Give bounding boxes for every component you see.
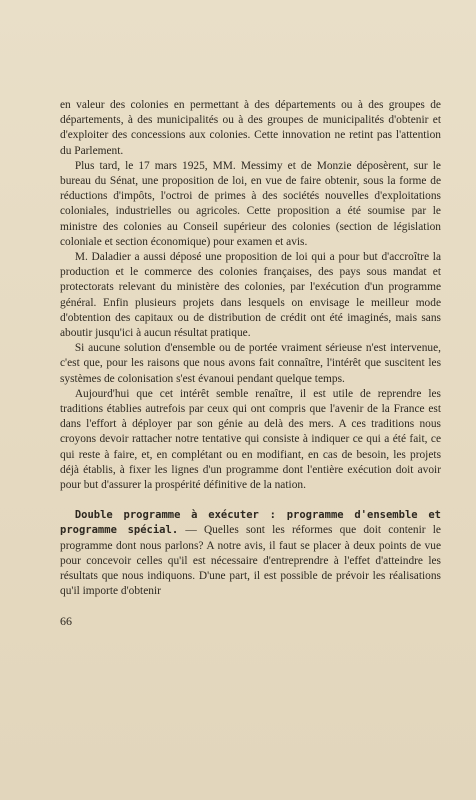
page-number: 66 — [60, 614, 72, 628]
body-text — [60, 98, 441, 600]
paragraph-1: en valeur des colonies en permettant à des départements ou à des groupes de départements, à des municipalités ou à des groupes de municipalités d'obtenir et d'exploiter des concessions aux colonies. Cette innovation ne retint pas l'attention du Parlement. — [60, 99, 441, 157]
section-body: — Quelles sont les réformes que doit contenir le programme dont nous parlons? A notre avis, il faut se placer à deux points de vue pour concevoir celles qu'il est nécessaire d'entreprendre à l'effet d'atteindre les résultats que nous indiquons. D'une part, il est possible de prévoir les réalisations qu'il importe d'obtenir — [60, 524, 441, 598]
paragraph-5: Aujourd'hui que cet intérêt semble renaître, il est utile de reprendre les traditions établies autrefois par ceux qui ont compris que l'avenir de la France est dans l'effort à déployer par son génie au delà des mers. A ces traditions nous croyons devoir rattacher notre tentative qui consiste à indiquer ce qui a été fait, ce qui reste à faire, et, en complétant ou en modifiant, en cas de besoin, les projets déjà établis, à fixer les lignes d'un programme dont l'entière exécution doit avoir pour but d'assurer la prospérité définitive de la nation. — [60, 387, 441, 492]
section-paragraph — [60, 508, 441, 599]
section-title: Double programme à exécuter : programme d'ensemble et programme spécial. — [60, 509, 441, 537]
paragraph-2: Plus tard, le 17 mars 1925, MM. Messimy et de Monzie déposèrent, sur le bureau du Sénat, une proposition de loi, en vue de faire obtenir, sous la forme de réductions d'impôts, l'octroi de primes à des sociétés nouvelles d'exploitations coloniales, industrielles ou agricoles. Cette proposition a été soumise par le ministre des colonies au Conseil supérieur des colonies (section de législation coloniale et section économique) pour examen et avis. — [60, 159, 441, 248]
paragraph-4: Si aucune solution d'ensemble ou de portée vraiment sérieuse n'est intervenue, c'est que, pour les raisons que nous avons fait connaître, l'intérêt que suscitent les systèmes de colonisation s'est évanoui pendant quelque temps. — [60, 342, 441, 385]
paragraph-3: M. Daladier a aussi déposé une proposition de loi qui a pour but d'accroître la production et le commerce des colonies françaises, des pays sous mandat et protectorats relevant du ministère des colonies, par l'exécution d'un programme général. Enfin plusieurs projets dans lesquels on envisage le meilleur mode d'obtention des capitaux ou de distribution de crédit ont été imaginés, mais sans aboutir jusqu'ici à aucun résultat pratique. — [60, 251, 441, 340]
